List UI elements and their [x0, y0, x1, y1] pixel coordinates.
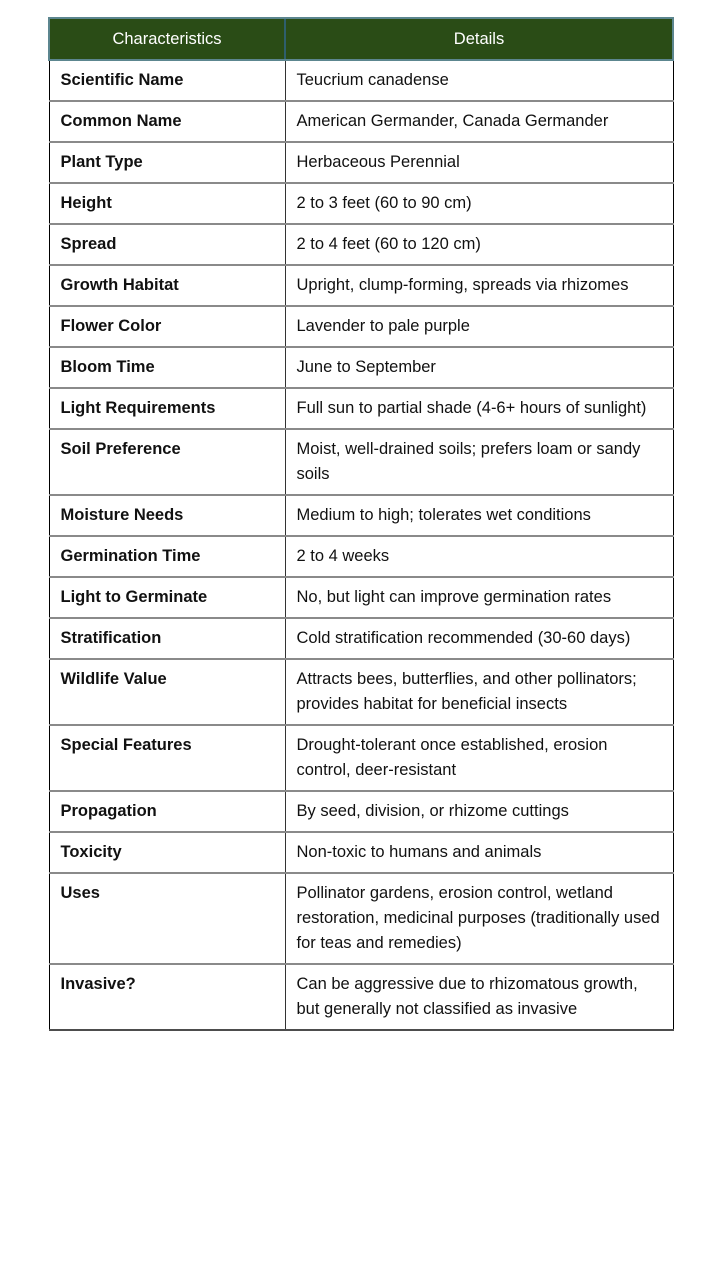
detail-cell: Upright, clump-forming, spreads via rhizomes	[285, 265, 673, 306]
characteristic-cell: Spread	[49, 224, 285, 265]
detail-cell: 2 to 4 weeks	[285, 536, 673, 577]
table-row	[49, 832, 673, 873]
table-row	[49, 725, 673, 791]
detail-cell: Teucrium canadense	[285, 60, 673, 101]
characteristic-cell: Stratification	[49, 618, 285, 659]
plant-characteristics-table	[48, 17, 674, 1031]
characteristic-cell: Plant Type	[49, 142, 285, 183]
table-row	[49, 347, 673, 388]
table-row	[49, 791, 673, 832]
table-row	[49, 495, 673, 536]
table-row	[49, 659, 673, 725]
detail-cell: Can be aggressive due to rhizomatous growth, but generally not classified as invasive	[285, 964, 673, 1030]
detail-cell: Cold stratification recommended (30-60 days)	[285, 618, 673, 659]
table-row	[49, 265, 673, 306]
characteristic-cell: Moisture Needs	[49, 495, 285, 536]
table-row	[49, 101, 673, 142]
detail-cell: Drought-tolerant once established, erosion control, deer-resistant	[285, 725, 673, 791]
table-row	[49, 60, 673, 101]
table-row	[49, 388, 673, 429]
detail-cell: Medium to high; tolerates wet conditions	[285, 495, 673, 536]
detail-cell: 2 to 4 feet (60 to 120 cm)	[285, 224, 673, 265]
table-row	[49, 618, 673, 659]
plant-characteristics-table-container	[48, 17, 672, 1031]
table-row	[49, 577, 673, 618]
table-row	[49, 224, 673, 265]
detail-cell: Non-toxic to humans and animals	[285, 832, 673, 873]
characteristic-cell: Uses	[49, 873, 285, 964]
characteristic-cell: Bloom Time	[49, 347, 285, 388]
table-row	[49, 429, 673, 495]
characteristic-cell: Special Features	[49, 725, 285, 791]
characteristic-cell: Wildlife Value	[49, 659, 285, 725]
detail-cell: Pollinator gardens, erosion control, wetland restoration, medicinal purposes (traditionally used for teas and remedies)	[285, 873, 673, 964]
detail-cell: American Germander, Canada Germander	[285, 101, 673, 142]
characteristic-cell: Light to Germinate	[49, 577, 285, 618]
detail-cell: June to September	[285, 347, 673, 388]
header-cell-details: Details	[285, 18, 673, 60]
detail-cell: Moist, well-drained soils; prefers loam or sandy soils	[285, 429, 673, 495]
characteristic-cell: Common Name	[49, 101, 285, 142]
detail-cell: Attracts bees, butterflies, and other pollinators; provides habitat for beneficial insects	[285, 659, 673, 725]
detail-cell: Herbaceous Perennial	[285, 142, 673, 183]
characteristic-cell: Height	[49, 183, 285, 224]
table-body	[49, 60, 673, 1030]
table-header	[49, 18, 673, 60]
characteristic-cell: Light Requirements	[49, 388, 285, 429]
characteristic-cell: Soil Preference	[49, 429, 285, 495]
table-row	[49, 306, 673, 347]
characteristic-cell: Toxicity	[49, 832, 285, 873]
detail-cell: Lavender to pale purple	[285, 306, 673, 347]
table-row	[49, 536, 673, 577]
detail-cell: No, but light can improve germination rates	[285, 577, 673, 618]
characteristic-cell: Flower Color	[49, 306, 285, 347]
table-row	[49, 142, 673, 183]
characteristic-cell: Germination Time	[49, 536, 285, 577]
detail-cell: By seed, division, or rhizome cuttings	[285, 791, 673, 832]
characteristic-cell: Scientific Name	[49, 60, 285, 101]
table-row	[49, 183, 673, 224]
table-row	[49, 873, 673, 964]
characteristic-cell: Propagation	[49, 791, 285, 832]
header-cell-characteristics: Characteristics	[49, 18, 285, 60]
detail-cell: Full sun to partial shade (4-6+ hours of sunlight)	[285, 388, 673, 429]
characteristic-cell: Growth Habitat	[49, 265, 285, 306]
characteristic-cell: Invasive?	[49, 964, 285, 1030]
table-row	[49, 964, 673, 1030]
detail-cell: 2 to 3 feet (60 to 90 cm)	[285, 183, 673, 224]
header-row	[49, 18, 673, 60]
